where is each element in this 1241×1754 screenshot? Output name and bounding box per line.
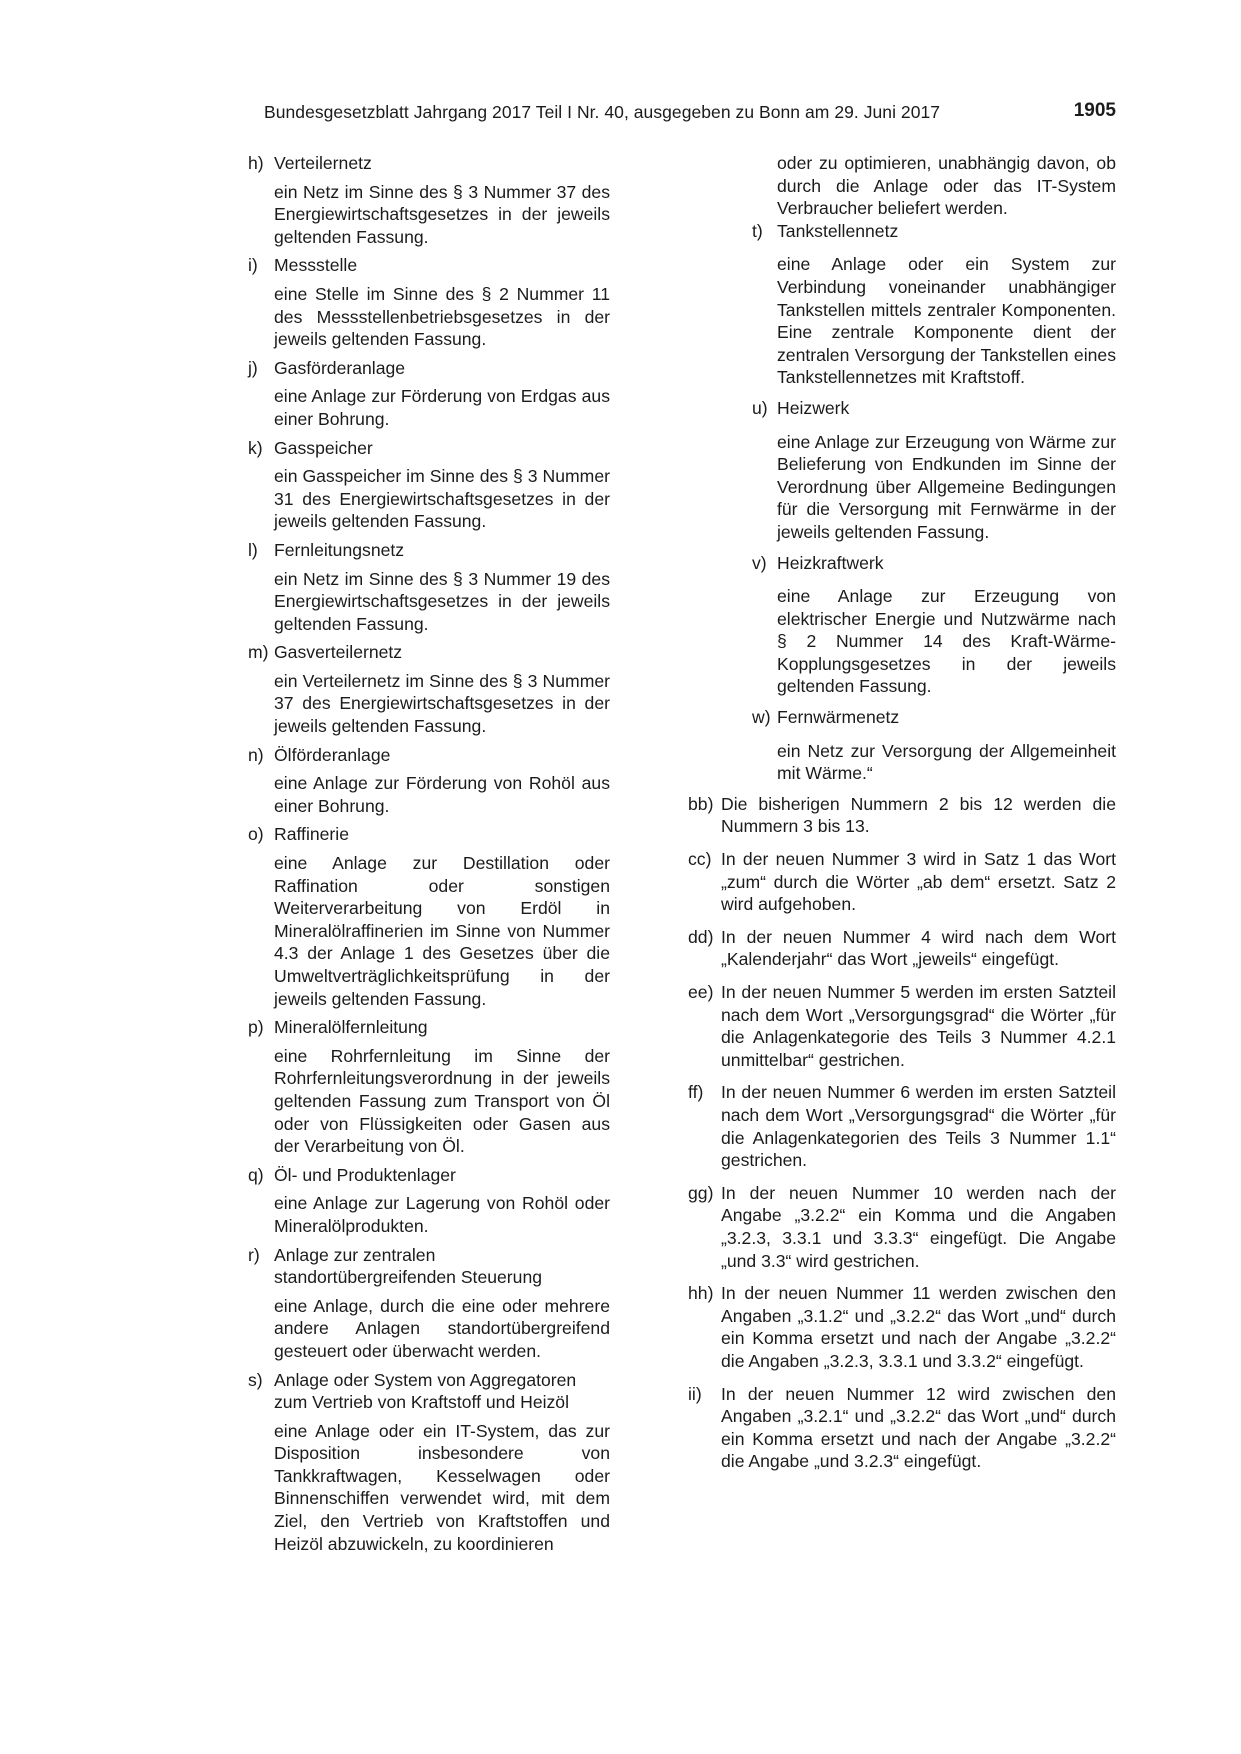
amendment-item: [688, 981, 1116, 1071]
amendment-list: [688, 793, 1116, 1473]
definition-item: [688, 706, 1116, 785]
definition-item: [248, 641, 610, 737]
item-title: Gasförderanlage: [274, 357, 406, 378]
definition-item: [248, 152, 610, 248]
amendment-label: hh): [688, 1283, 714, 1304]
definition-item: [248, 357, 610, 431]
item-description: eine Anlage, durch die eine oder mehrere andere Anlagen standortübergreifend gesteuert oder überwacht werden.: [274, 1295, 610, 1361]
amendment-item: [688, 926, 1116, 971]
amendment-label: ee): [688, 982, 714, 1002]
amendment-label: gg): [688, 1182, 714, 1203]
amendment-text: In der neuen Nummer 10 werden nach der Angabe „3.2.2“ ein Komma und die Angaben „3.2.3, 3.3.1 und 3.3.3“ eingefügt. Die Angabe „und 3.3“ wird gestrichen.: [721, 1182, 1116, 1271]
item-title: Tankstellennetz: [777, 220, 899, 241]
item-description: eine Anlage zur Erzeugung von elektrischer Energie und Nutzwärme nach § 2 Nummer 14 des Kraft-Wärme-Kopplungsgesetzes in der jeweils geltenden Fassung.: [777, 586, 1116, 697]
item-title: Raffinerie: [274, 824, 349, 845]
item-label: p): [248, 1017, 264, 1038]
definition-item: [688, 552, 1116, 699]
definition-item: [248, 1244, 610, 1363]
item-label: o): [248, 824, 264, 845]
item-title: Fernleitungsnetz: [274, 539, 405, 560]
item-label: v): [752, 552, 767, 573]
right-definitions: [688, 220, 1116, 785]
item-label: w): [752, 707, 771, 728]
amendment-text: In der neuen Nummer 4 wird nach dem Wort „Kalenderjahr“ das Wort „jeweils“ eingefügt.: [721, 926, 1116, 970]
amendment-text: In der neuen Nummer 5 werden im ersten Satzteil nach dem Wort „Versorgungsgrad“ die Wörter „für die Anlagenkategorie des Teils 3 Nummer 4.2.1 unmittelbar“ gestrichen.: [721, 982, 1116, 1070]
item-description: eine Anlage oder ein IT-System, das zur Disposition insbesondere von Tankkraftwagen, Kesselwagen oder Binnenschiffen verwendet wird, mit dem Ziel, den Vertrieb von Kraftstoffen und Heizöl abzuwickeln, zu koordinieren: [274, 1420, 610, 1554]
item-description: eine Rohrfernleitung im Sinne der Rohrfernleitungsverordnung in der jeweils geltenden Fassung zum Transport von Öl oder von Flüssigkeiten oder Gasen aus der Verarbeitung von Öl.: [274, 1045, 610, 1157]
item-title: Anlage zur zentralen standortübergreifenden Steuerung: [274, 1244, 543, 1288]
item-label: k): [248, 437, 263, 458]
definition-item: [688, 220, 1116, 389]
item-title: Gasspeicher: [274, 437, 373, 458]
item-label: q): [248, 1164, 264, 1185]
amendment-label: dd): [688, 926, 714, 947]
amendment-item: [688, 1383, 1116, 1473]
item-title: Ölförderanlage: [274, 744, 391, 765]
definition-item: [248, 437, 610, 533]
definition-item: [248, 539, 610, 635]
item-label: n): [248, 744, 264, 765]
left-column: [248, 152, 610, 1561]
amendment-text: In der neuen Nummer 3 wird in Satz 1 das Wort „zum“ durch die Wörter „ab dem“ ersetzt. Satz 2 wird aufgehoben.: [721, 849, 1116, 915]
item-title: Gasverteilernetz: [274, 642, 403, 663]
amendment-text: In der neuen Nummer 11 werden zwischen den Angaben „3.1.2“ und „3.2.2“ das Wort „und“ durch ein Komma ersetzt und nach der Angabe „3.2.2“ die Angaben „3.2.3, 3.3.1 und 3.3.2“ eingefügt.: [721, 1283, 1116, 1371]
amendment-text: Die bisherigen Nummern 2 bis 12 werden die Nummern 3 bis 13.: [721, 793, 1116, 837]
item-title: Verteilernetz: [274, 153, 372, 173]
definition-item: [248, 1016, 610, 1158]
item-description: eine Anlage zur Destillation oder Raffination oder sonstigen Weiterverarbeitung von Erdöl in Mineralölraffinerien im Sinne von Nummer 4.3 der Anlage 1 des Gesetzes über die Umweltverträglichkeitsprüfung in der jeweils geltenden Fassung.: [274, 853, 610, 1009]
item-description: ein Netz im Sinne des § 3 Nummer 37 des Energiewirtschaftsgesetzes in der jeweils geltenden Fassung.: [274, 181, 610, 247]
amendment-item: [688, 1081, 1116, 1171]
amendment-label: bb): [688, 793, 714, 814]
amendment-label: ii): [688, 1383, 702, 1404]
item-description: eine Anlage zur Lagerung von Rohöl oder Mineralölprodukten.: [274, 1193, 610, 1236]
definition-item: [248, 744, 610, 818]
amendment-label: cc): [688, 849, 712, 870]
item-label: r): [248, 1244, 260, 1265]
definition-item: [248, 1164, 610, 1238]
item-label: u): [752, 397, 768, 418]
item-label: m): [248, 642, 269, 663]
page-number: 1905: [1073, 100, 1116, 121]
item-title: Fernwärmenetz: [777, 707, 900, 728]
item-title: Heizwerk: [777, 397, 850, 418]
item-description: eine Anlage oder ein System zur Verbindung voneinander unabhängiger Tankstellen mittels zentraler Komponenten. Eine zentrale Komponente dient der zentralen Versorgung der Tankstellen eines Tankstellennetzes mit Kraftstoff.: [777, 254, 1116, 388]
item-title: Heizkraftwerk: [777, 552, 884, 573]
definition-item: [248, 1369, 610, 1556]
item-description: ein Netz zur Versorgung der Allgemeinheit mit Wärme.“: [777, 740, 1116, 784]
item-description: ein Verteilernetz im Sinne des § 3 Nummer 37 des Energiewirtschaftsgesetzes in der jeweils geltenden Fassung.: [274, 670, 610, 737]
item-description: ein Gasspeicher im Sinne des § 3 Nummer 31 des Energiewirtschaftsgesetzes in der jeweils geltenden Fassung.: [274, 466, 610, 532]
amendment-item: [688, 1282, 1116, 1372]
page-header: [264, 100, 1116, 128]
item-description: eine Anlage zur Förderung von Erdgas aus einer Bohrung.: [274, 386, 610, 429]
definition-item: [688, 397, 1116, 544]
continuation-text: oder zu optimieren, unabhängig davon, ob durch die Anlage oder das IT-System Verbraucher beliefert werden.: [777, 153, 1116, 219]
amendment-item: [688, 793, 1116, 838]
amendment-item: [688, 1182, 1116, 1272]
amendment-item: [688, 848, 1116, 916]
amendment-label: ff): [688, 1082, 704, 1103]
definition-item: [248, 254, 610, 350]
item-description: ein Netz im Sinne des § 3 Nummer 19 des Energiewirtschaftsgesetzes in der jeweils geltenden Fassung.: [274, 568, 610, 634]
running-head: Bundesgesetzblatt Jahrgang 2017 Teil I Nr. 40, ausgegeben zu Bonn am 29. Juni 2017: [264, 102, 941, 122]
item-title: Anlage oder System von Aggregatoren zum Vertrieb von Kraftstoff und Heizöl: [274, 1369, 577, 1413]
amendment-text: In der neuen Nummer 12 wird zwischen den Angaben „3.2.1“ und „3.2.2“ das Wort „und“ durch ein Komma ersetzt und nach der Angabe „3.2.2“ die Angabe „und 3.2.3“ eingefügt.: [721, 1383, 1116, 1472]
item-label: s): [248, 1369, 263, 1390]
item-label: i): [248, 255, 258, 276]
right-column: [688, 152, 1116, 1473]
definition-item: [248, 823, 610, 1010]
item-description: eine Anlage zur Förderung von Rohöl aus einer Bohrung.: [274, 773, 610, 816]
item-title: Messstelle: [274, 255, 358, 276]
item-title: Öl- und Produktenlager: [274, 1164, 456, 1185]
item-label: t): [752, 220, 763, 241]
item-label: l): [248, 539, 258, 560]
amendment-text: In der neuen Nummer 6 werden im ersten Satzteil nach dem Wort „Versorgungsgrad“ die Wörter „für die Anlagenkategorien des Teils 3 Nummer 1.1“ gestrichen.: [721, 1082, 1116, 1171]
item-label: j): [248, 357, 258, 378]
item-description: eine Stelle im Sinne des § 2 Nummer 11 des Messstellenbetriebsgesetzes in der jeweils geltenden Fassung.: [274, 283, 610, 350]
item-label: h): [248, 153, 264, 173]
item-description: eine Anlage zur Erzeugung von Wärme zur Belieferung von Endkunden im Sinne der Verordnung über Allgemeine Bedingungen für die Versorgung mit Fernwärme in der jeweils geltenden Fassung.: [777, 431, 1116, 542]
item-title: Mineralölfernleitung: [274, 1017, 428, 1038]
